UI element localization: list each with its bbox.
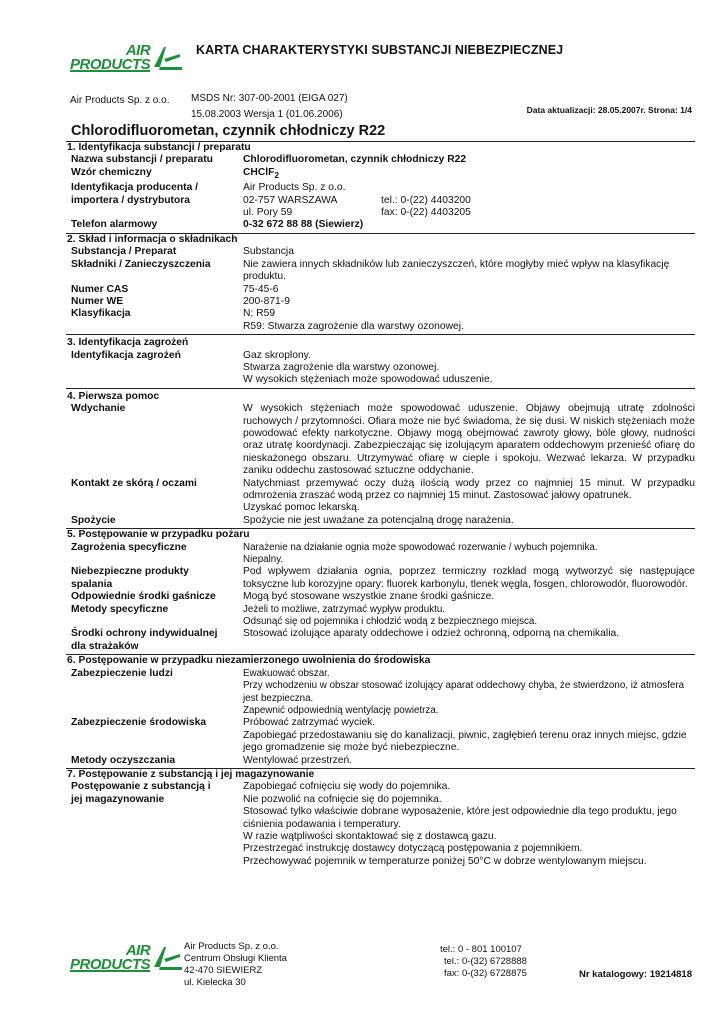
- update-date-page: Data aktualizacji: 28.05.2007r. Strona: 1/4: [526, 105, 692, 115]
- footer-address: Air Products Sp. z o.o. Centrum Obsługi Klienta 42-470 SIEWIERZ ul. Kielecka 30: [184, 941, 287, 988]
- field-value: Chlorodifluorometan, czynnik chłodniczy R22: [243, 154, 467, 166]
- section-7: [66, 768, 695, 869]
- logo-mark-icon: [150, 945, 184, 971]
- field-value: Substancja: [243, 246, 294, 258]
- field-value: Zapobiegać cofnięciu się wody do pojemnika. Nie pozwolić na cofnięcie się do pojemnika. Stosować tylko właściwie dobrane wyposażenie, które jest odpowiednie dla tego produktu, jego ciśnienia podawania i temperatury. W razie wątpliwości skontaktować się z dostawcą gazu. Przestrzegać instrukcję dostawcy dotyczącą postępowania z pojemnikiem. Przechowywać pojemnik w temperaturze poniżej 50°C w dobrze wentylowanym miejscu.: [243, 781, 677, 867]
- field-value: Stosować izolujące aparaty oddechowe i odzież ochronną, odporną na chemikalia.: [243, 628, 620, 640]
- field-value: Ewakuować obszar. Przy wchodzeniu w obszar stosować izolujący aparat oddechowy chyba, że stwierdzono, iż atmosfera jest bezpieczna. Zapewnić odpowiednią wentylację powietrza.: [243, 667, 685, 716]
- section-1: [66, 141, 695, 233]
- field-label: Telefon alarmowy: [71, 219, 158, 231]
- field-label: Postępowanie z substancją i jej magazynowanie: [71, 781, 211, 805]
- air-products-logo-footer: [70, 944, 184, 971]
- logo-mark-icon: [150, 45, 184, 71]
- company-name: Air Products Sp. z o.o.: [70, 95, 170, 106]
- field-label: Identyfikacja zagrożeń: [71, 349, 181, 361]
- field-label: Metody specyficzne: [71, 603, 169, 615]
- field-label: Odpowiednie środki gaśnicze: [71, 591, 216, 603]
- field-label: Numer WE: [71, 295, 124, 307]
- section-title: 4. Pierwsza pomoc: [67, 390, 160, 402]
- field-label: Nazwa substancji / preparatu: [71, 154, 213, 166]
- field-label: Zabezpieczenie środowiska: [71, 717, 207, 729]
- field-label: Spożycie: [71, 514, 116, 526]
- field-label: Numer CAS: [71, 283, 129, 295]
- classification: N; R59 R59: Stwarza zagrożenie dla warstwy ozonowej.: [243, 308, 464, 332]
- field-label: Środki ochrony indywidualnej dla strażaków: [71, 628, 218, 652]
- field-label: Klasyfikacja: [71, 308, 131, 320]
- field-label: Wdychanie: [71, 403, 126, 415]
- field-value: Gaz skroplony. Stwarza zagrożenie dla warstwy ozonowej. W wysokich stężeniach może spowodować uduszenie.: [243, 349, 493, 386]
- we-number: 200-871-9: [243, 295, 290, 307]
- field-value: Pod wpływem działania ognia, poprzez termiczny rozkład mogą wytworzyć się następujące toksyczne lub korozyjne opary: fluorek karbonylu, tlenek węgla, fosgen, chlorowodór, fluorowodór.: [243, 566, 695, 590]
- air-products-logo: [70, 44, 184, 71]
- field-value: Narażenie na działanie ognia może spowodować rozerwanie / wybuch pojemnika. Niepalny.: [243, 541, 598, 566]
- section-title: 1. Identyfikacja substancji / preparatu: [67, 142, 251, 153]
- field-row: [66, 182, 695, 219]
- section-3: [66, 334, 695, 388]
- alarm-phone: 0-32 672 88 88 (Siewierz): [243, 219, 364, 231]
- msds-number: MSDS Nr: 307-00-2001 (EIGA 027): [191, 93, 348, 104]
- field-row: [66, 167, 695, 182]
- field-row: [66, 219, 695, 231]
- field-label: Zabezpieczenie ludzi: [71, 667, 173, 679]
- footer-contact: tel.: 0 - 801 100107 tel.: 0-(32) 6728888 fax: 0-(32) 6728875: [440, 944, 527, 979]
- field-value: Spożycie nie jest uważane za potencjalną drogę narażenia.: [243, 514, 514, 526]
- field-value: W wysokich stężeniach może spowodować uduszenie. Objawy obejmują utratę zdolności ruchowych / przytomności. Ofiara może nie być świadoma, że się dusi. W niskich stężeniach może powodować efekty narkotyczne. Objawy mogą obejmować zawroty głowy, bóle głowy, nudności oraz utratę koordynacji. Zabezpieczając się izolującym aparatem oddechowym przenieść ofiarę do nieskażonego obszaru. Utrzymywać ofiarę w cieple i spokoju. Wezwać lekarza. W przypadku zaniku oddechu zastosować sztuczne oddychanie.: [243, 403, 695, 477]
- section-title: 5. Postępowanie w przypadku pożaru: [67, 529, 250, 541]
- logo-text-products: PRODUCTS: [70, 955, 151, 973]
- logo-text-air: AIR: [125, 942, 151, 959]
- field-value: Jeżeli to możliwe, zatrzymać wypływ produktu. Odsunąć się od pojemnika i chłodzić wodą z bezpiecznego miejsca.: [243, 603, 538, 628]
- field-value: Mogą być stosowane wszystkie znane środki gaśnicze.: [243, 591, 495, 603]
- section-6: [66, 654, 695, 768]
- field-label: Wzór chemiczny: [71, 166, 152, 178]
- field-label: Metody oczyszczania: [71, 754, 176, 766]
- document-title: KARTA CHARAKTERYSTYKI SUBSTANCJI NIEBEZPIECZNEJ: [196, 43, 564, 57]
- section-title: 7. Postępowanie z substancją i jej magazynowanie: [67, 768, 315, 780]
- cas-number: 75-45-6: [243, 283, 279, 295]
- msds-version: 15.08.2003 Wersja 1 (01.06.2006): [191, 109, 343, 120]
- catalog-number: Nr katalogowy: 19214818: [578, 969, 692, 980]
- section-title: 2. Skład i informacja o składnikach: [67, 233, 238, 245]
- field-value: Natychmiast przemywać oczy dużą ilością wody przez co najmniej 15 minut. W przypadku odmrożenia zraszać wodą przez co najmniej 15 minut. Zastosować jałowy opatrunek. Uzyskać pomoc lekarską.: [243, 477, 695, 514]
- section-4: [66, 388, 695, 528]
- document-content: [66, 141, 695, 869]
- field-label: Kontakt ze skórą / oczami: [71, 477, 197, 489]
- product-title: Chlorodifluorometan, czynnik chłodniczy R22: [71, 123, 386, 139]
- logo-text-products: PRODUCTS: [70, 55, 151, 73]
- field-value: Nie zawiera innych składników lub zanieczyszczeń, które mogłyby mieć wpływ na klasyfikację produktu.: [243, 258, 670, 283]
- field-label: Niebezpieczne produkty spalania: [71, 566, 189, 590]
- field-label: Identyfikacja producenta / importera / dystrybutora: [71, 182, 199, 206]
- field-label: Substancja / Preparat: [71, 246, 177, 258]
- section-2: [66, 233, 695, 334]
- field-value: Próbować zatrzymać wyciek. Zapobiegać przedostawaniu się do kanalizacji, piwnic, zagłębień terenu oraz innych miejsc, gdzie jego gromadzenie się może być niebezpieczne.: [243, 717, 687, 754]
- field-value: Wentylować przestrzeń.: [243, 754, 353, 766]
- logo-text-air: AIR: [125, 42, 151, 59]
- section-5: [66, 528, 695, 654]
- field-label: Zagrożenia specyficzne: [71, 541, 187, 553]
- section-title: 6. Postępowanie w przypadku niezamierzonego uwolnienia do środowiska: [67, 655, 431, 667]
- field-label: Składniki / Zanieczyszczenia: [71, 258, 211, 270]
- producer-address: Air Products Sp. z o.o. 02-757 WARSZAWA tel.: 0-(22) 4403200 ul. Pory 59 fax: 0-(22) 4403205: [243, 182, 471, 219]
- chemical-formula: CHClF$_2$: [243, 166, 279, 180]
- section-title: 3. Identyfikacja zagrożeń: [67, 337, 189, 349]
- msds-info: [191, 91, 348, 123]
- field-row: [66, 154, 695, 166]
